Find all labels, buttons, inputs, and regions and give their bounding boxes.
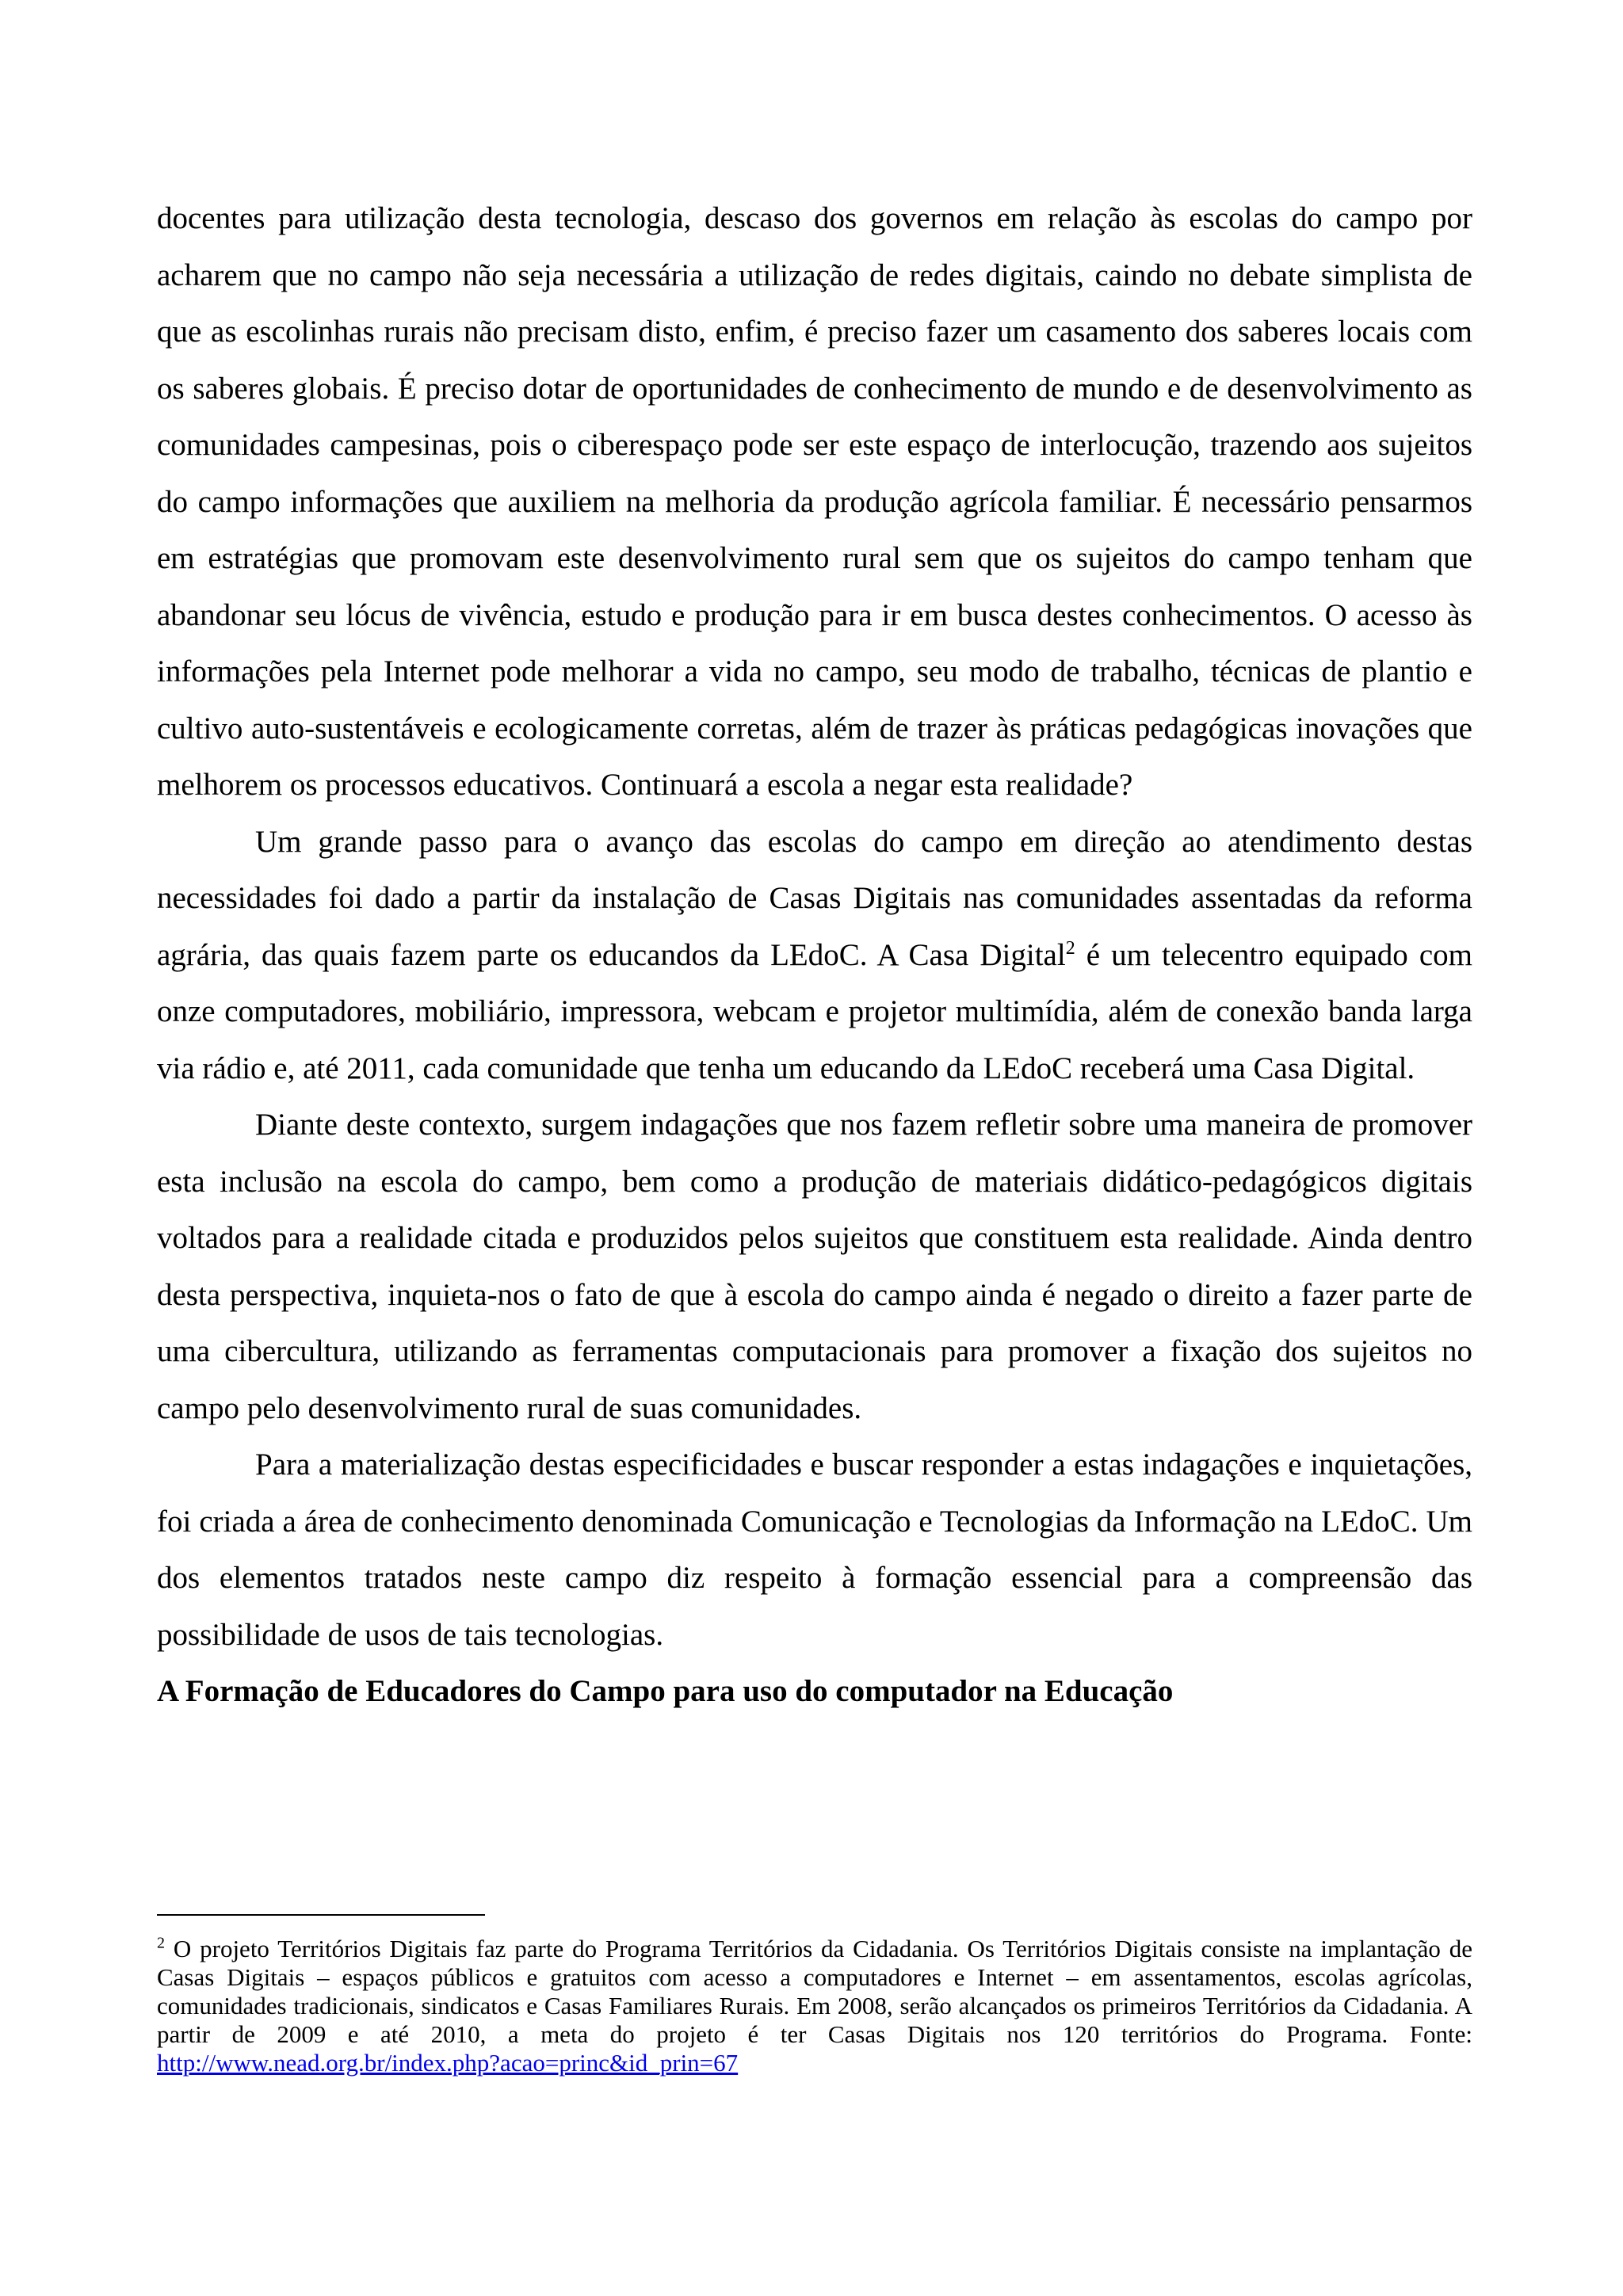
paragraph-text-before-ref: Um grande passo para o avanço das escolas do campo em direção ao atendimento destas necessidades foi dado a partir da instalação de Casas Digitais nas comunidades assentadas da reforma agrária, das quais fazem parte os educandos da LEdoC. A Casa Digital	[157, 824, 1472, 972]
paragraph-text-after-ref: é um telecentro equipado com onze computadores, mobiliário, impressora, webcam e projetor multimídia, além de conexão banda larga via rádio e, até 2011, cada comunidade que tenha um educando da LEdoC receberá uma Casa Digital.	[157, 937, 1472, 1085]
paragraph-contexto: Diante deste contexto, surgem indagações que nos fazem refletir sobre uma maneira de promover esta inclusão na escola do campo, bem como a produção de materiais didático-pedagógicos digitais voltados para a realidade citada e produzidos pelos sujeitos que constituem esta realidade. Ainda dentro desta perspectiva, inquieta-nos o fato de que à escola do campo ainda é negado o direito a fazer parte de uma cibercultura, utilizando as ferramentas computacionais para promover a fixação dos sujeitos no campo pelo desenvolvimento rural de suas comunidades.	[157, 1108, 1472, 1425]
paragraph-continued: docentes para utilização desta tecnologia, descaso dos governos em relação às escolas do campo por acharem que no campo não seja necessária a utilização de redes digitais, caindo no debate simplista de que as escolinhas rurais não precisam disto, enfim, é preciso fazer um casamento dos saberes locais com os saberes globais. É preciso dotar de oportunidades de conhecimento de mundo e de desenvolvimento as comunidades campesinas, pois o ciberespaço pode ser este espaço de interlocução, trazendo aos sujeitos do campo informações que auxiliem na melhoria da produção agrícola familiar. É necessário pensarmos em estratégias que promovam este desenvolvimento rural sem que os sujeitos do campo tenham que abandonar seu lócus de vivência, estudo e produção para ir em busca destes conhecimentos. O acesso às informações pela Internet pode melhorar a vida no campo, seu modo de trabalho, técnicas de plantio e cultivo auto-sustentáveis e ecologicamente corretas, além de trazer às práticas pedagógicas inovações que melhorem os processos educativos. Continuará a escola a negar esta realidade?	[157, 201, 1472, 802]
footnote-source-link[interactable]: http://www.nead.org.br/index.php?acao=princ&id_prin=67	[157, 2049, 739, 2077]
footnote-separator	[157, 1914, 485, 1916]
footnote-text: O projeto Territórios Digitais faz parte do Programa Territórios da Cidadania. Os Territórios Digitais consiste na implantação de Casas Digitais – espaços públicos e gratuitos com acesso a computadores e Internet – em assentamentos, escolas agrícolas, comunidades tradicionais, sindicatos e Casas Familiares Rurais. Em 2008, serão alcançados os primeiros Territórios da Cidadania. A partir de 2009 e até 2010, a meta do projeto é ter Casas Digitais nos 120 territórios do Programa. Fonte:	[157, 1935, 1472, 2048]
paragraph-casas-digitais	[157, 814, 1472, 1097]
section-heading: A Formação de Educadores do Campo para uso do computador na Educação	[157, 1674, 1174, 1708]
footnote-number: 2	[157, 1934, 165, 1952]
paragraph-materializacao: Para a materialização destas especificidades e buscar responder a estas indagações e inquietações, foi criada a área de conhecimento denominada Comunicação e Tecnologias da Informação na LEdoC. Um dos elementos tratados neste campo diz respeito à formação essencial para a compreensão das possibilidade de usos de tais tecnologias.	[157, 1447, 1472, 1652]
footnote-reference[interactable]: 2	[1065, 937, 1075, 959]
body-text	[157, 190, 1472, 1720]
footnote	[157, 1935, 1472, 2077]
